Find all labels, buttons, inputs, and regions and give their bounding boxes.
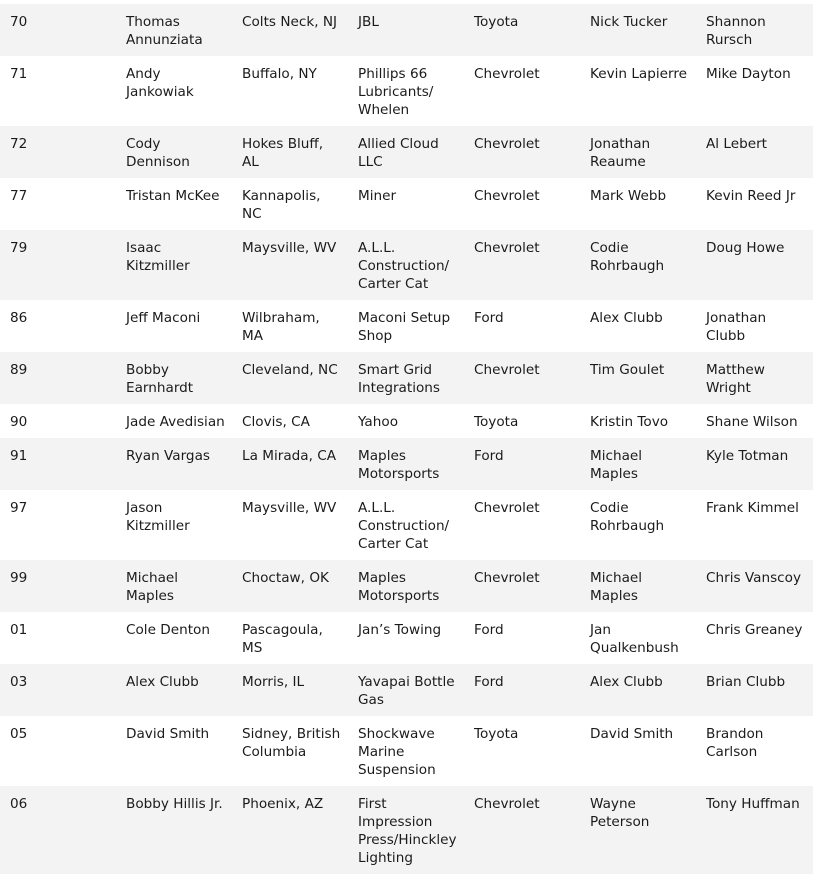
crew-chief: Tony Huffman [706,796,800,812]
hometown: Clovis, CA [242,414,310,430]
car-number: 86 [10,310,28,326]
sponsor: JBL [358,14,379,30]
owner: Michael Maples [590,570,643,604]
sponsor: Maples Motorsports [358,448,440,482]
driver-name: Isaac Kitzmiller [126,240,190,274]
driver-name: Jason Kitzmiller [126,500,190,534]
make: Chevrolet [474,240,540,256]
table-row [0,490,813,560]
owner: Alex Clubb [590,310,663,326]
hometown: Kannapolis, NC [242,188,321,222]
make: Ford [474,622,504,638]
car-number: 71 [10,66,28,82]
make: Ford [474,310,504,326]
car-number: 97 [10,500,28,516]
hometown: Morris, IL [242,674,305,690]
sponsor: Jan’s Towing [358,622,442,638]
crew-chief: Kevin Reed Jr [706,188,796,204]
car-number: 91 [10,448,28,464]
make: Ford [474,674,504,690]
sponsor: Maconi Setup Shop [358,310,451,344]
table-row [0,438,813,490]
sponsor: Smart Grid Integrations [358,362,440,396]
make: Toyota [474,726,519,742]
driver-name: Cody Dennison [126,136,190,170]
owner: Jonathan Reaume [590,136,651,170]
owner: Kristin Tovo [590,414,669,430]
hometown: Pascagoula, MS [242,622,323,656]
owner: Codie Rohrbaugh [590,240,665,274]
table-row [0,352,813,404]
driver-name: Bobby Earnhardt [126,362,194,396]
sponsor: Phillips 66 Lubricants/ Whelen [358,66,434,118]
make: Toyota [474,14,519,30]
car-number: 01 [10,622,28,638]
owner: Michael Maples [590,448,643,482]
car-number: 06 [10,796,28,812]
table-row [0,56,813,126]
hometown: Colts Neck, NJ [242,14,338,30]
car-number: 99 [10,570,28,586]
driver-name: Jade Avedisian [126,414,225,430]
table-row [0,664,813,716]
make: Ford [474,448,504,464]
sponsor: Yavapai Bottle Gas [358,674,455,708]
crew-chief: Matthew Wright [706,362,765,396]
table-row [0,786,813,874]
sponsor: First Impression Press/Hinckley Lighting [358,796,457,866]
driver-name: David Smith [126,726,210,742]
crew-chief: Mike Dayton [706,66,791,82]
make: Chevrolet [474,66,540,82]
table-row [0,178,813,230]
car-number: 90 [10,414,28,430]
owner: Nick Tucker [590,14,668,30]
driver-name: Bobby Hillis Jr. [126,796,223,812]
entry-list-table [0,4,813,874]
make: Chevrolet [474,570,540,586]
driver-name: Ryan Vargas [126,448,210,464]
make: Toyota [474,414,519,430]
crew-chief: Jonathan Clubb [706,310,767,344]
owner: Kevin Lapierre [590,66,688,82]
sponsor: Shockwave Marine Suspension [358,726,436,778]
hometown: La Mirada, CA [242,448,337,464]
crew-chief: Chris Greaney [706,622,803,638]
table-row [0,230,813,300]
crew-chief: Al Lebert [706,136,768,152]
table-row [0,560,813,612]
crew-chief: Doug Howe [706,240,785,256]
sponsor: Maples Motorsports [358,570,440,604]
table-row [0,612,813,664]
driver-name: Tristan McKee [126,188,220,204]
make: Chevrolet [474,136,540,152]
owner: Jan Qualkenbush [590,622,679,656]
car-number: 72 [10,136,28,152]
owner: Wayne Peterson [590,796,650,830]
crew-chief: Shannon Rursch [706,14,766,48]
driver-name: Thomas Annunziata [126,14,203,48]
crew-chief: Frank Kimmel [706,500,799,516]
driver-name: Jeff Maconi [126,310,201,326]
make: Chevrolet [474,796,540,812]
car-number: 03 [10,674,28,690]
table-row [0,716,813,786]
sponsor: Miner [358,188,397,204]
table-row [0,404,813,438]
sponsor: Yahoo [358,414,399,430]
hometown: Choctaw, OK [242,570,329,586]
owner: Mark Webb [590,188,667,204]
hometown: Cleveland, NC [242,362,338,378]
crew-chief: Chris Vanscoy [706,570,801,586]
crew-chief: Brian Clubb [706,674,786,690]
crew-chief: Brandon Carlson [706,726,764,760]
make: Chevrolet [474,188,540,204]
make: Chevrolet [474,500,540,516]
car-number: 70 [10,14,28,30]
owner: David Smith [590,726,674,742]
table-row [0,4,813,56]
crew-chief: Shane Wilson [706,414,798,430]
table-row [0,126,813,178]
hometown: Wilbraham, MA [242,310,320,344]
car-number: 79 [10,240,28,256]
crew-chief: Kyle Totman [706,448,789,464]
table-row [0,300,813,352]
sponsor: A.L.L. Construction/ Carter Cat [358,500,450,552]
car-number: 89 [10,362,28,378]
car-number: 05 [10,726,28,742]
hometown: Maysville, WV [242,500,337,516]
hometown: Maysville, WV [242,240,337,256]
sponsor: Allied Cloud LLC [358,136,439,170]
make: Chevrolet [474,362,540,378]
car-number: 77 [10,188,28,204]
owner: Codie Rohrbaugh [590,500,665,534]
driver-name: Andy Jankowiak [126,66,194,100]
driver-name: Alex Clubb [126,674,199,690]
driver-name: Cole Denton [126,622,210,638]
owner: Alex Clubb [590,674,663,690]
driver-name: Michael Maples [126,570,179,604]
hometown: Hokes Bluff, AL [242,136,324,170]
hometown: Phoenix, AZ [242,796,324,812]
hometown: Buffalo, NY [242,66,317,82]
hometown: Sidney, British Columbia [242,726,341,760]
owner: Tim Goulet [590,362,665,378]
sponsor: A.L.L. Construction/ Carter Cat [358,240,450,292]
